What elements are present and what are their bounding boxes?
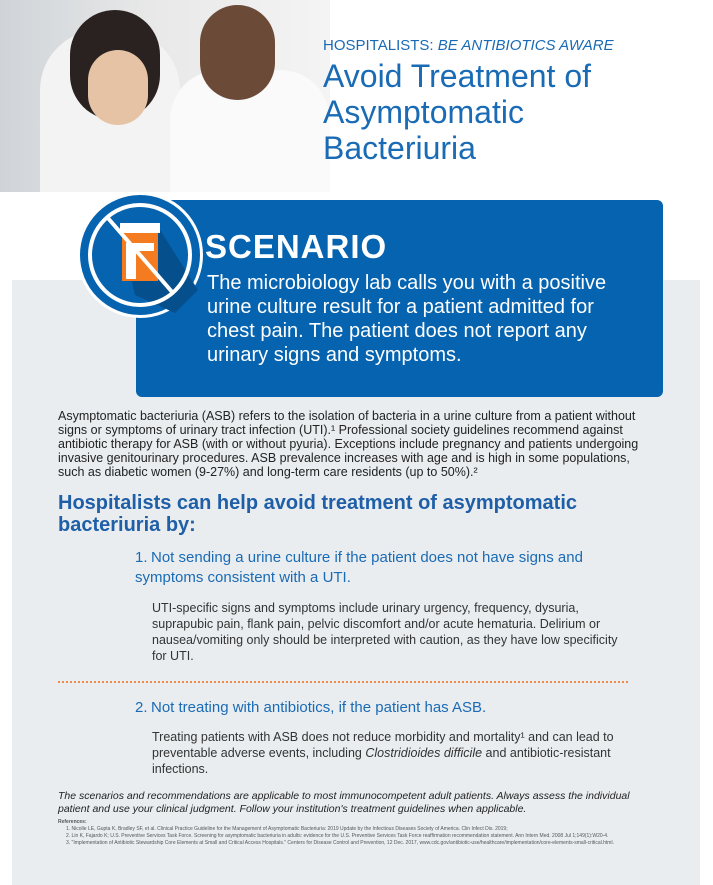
item-2-detail: Treating patients with ASB does not reduce morbidity and mortality¹ and can lead to preventable adverse events, including Clostridioides difficile and antibiotic-resistant infections. [152, 730, 614, 776]
item-title: Not treating with antibiotics, if the patient has ASB. [151, 699, 487, 716]
references-label: References: [58, 819, 87, 825]
item-1-detail: UTI-specific signs and symptoms include urinary urgency, frequency, dysuria, suprapubic pain, flank pain, pelvic discomfort and/or acute hematuria. Delirium or nausea/vomiting only should be interpreted with caution, as they have low specificity for UTI. [152, 601, 618, 663]
dotted-divider [58, 681, 628, 683]
references [58, 819, 698, 847]
doctors-photo [0, 0, 330, 192]
item-number: 2. [135, 699, 148, 716]
no-antibiotics-pill-bottle-icon [77, 192, 203, 318]
intro-paragraph: Asymptomatic bacteriuria (ASB) refers to the isolation of bacteria in a urine culture from a patient without signs or symptoms of urinary tract infection (UTI).¹ Professional society guidelines recommend against antibiotic therapy for ASB (with or without pyuria). Exceptions include pregnancy and patients undergoing invasive genitourinary procedures. ASB prevalence increases with age and is high in some populations, such as diabetic women (9-27%) and long-term care residents (up to 50%).² [58, 409, 639, 479]
scenario-label: SCENARIO [205, 228, 388, 265]
scenario-text: The microbiology lab calls you with a positive urine culture result for a patient admitted for chest pain. The patient does not report any urinary signs and symptoms. [207, 272, 607, 366]
item-title: Not sending a urine culture if the patient does not have signs and symptoms consistent with a UTI. [135, 549, 583, 586]
section-heading: Hospitalists can help avoid treatment of asymptomatic bacteriuria by: [58, 492, 578, 536]
list-item-1 [135, 548, 635, 588]
kicker-text: HOSPITALISTS: [323, 37, 434, 54]
reference-item: 1. Nicolle LE, Gupta K, Bradley SF, et al. Clinical Practice Guideline for the Management of Asymptomatic Bacteriuria: 2019 Update by the Infectious Diseases Society of America. Clin Infect Dis. 2019; [66, 826, 508, 832]
item-number: 1. [135, 549, 148, 566]
kicker-italic: BE ANTIBIOTICS AWARE [437, 37, 614, 54]
list-item-2 [135, 698, 635, 718]
reference-item: 2. Lin K, Fajardo K; U.S. Preventive Services Task Force. Screening for asymptomatic bacteriuria in adults: evidence for the U.S. Preventive Services Task Force reaffirmation recommendation statement. Ann Intern Med. 2008 Jul 1;149(1):W20-4. [66, 833, 609, 839]
header-kicker [323, 37, 614, 54]
page-title: Avoid Treatment of Asymptomatic Bacteriuria [323, 58, 591, 166]
disclaimer-note: The scenarios and recommendations are applicable to most immunocompetent adult patients. Always assess the individual patient and use your clinical judgment. Follow your institution's treatment guidelines when applicable. [58, 790, 630, 815]
reference-item: 3. "Implementation of Antibiotic Stewardship Core Elements at Small and Critical Access Hospitals." Centers for Disease Control and Prevention, 12 Dec. 2017, www.cdc.gov/antibiotic-use/healthcare/implementation/core-elements-small-critical.html. [66, 840, 614, 846]
